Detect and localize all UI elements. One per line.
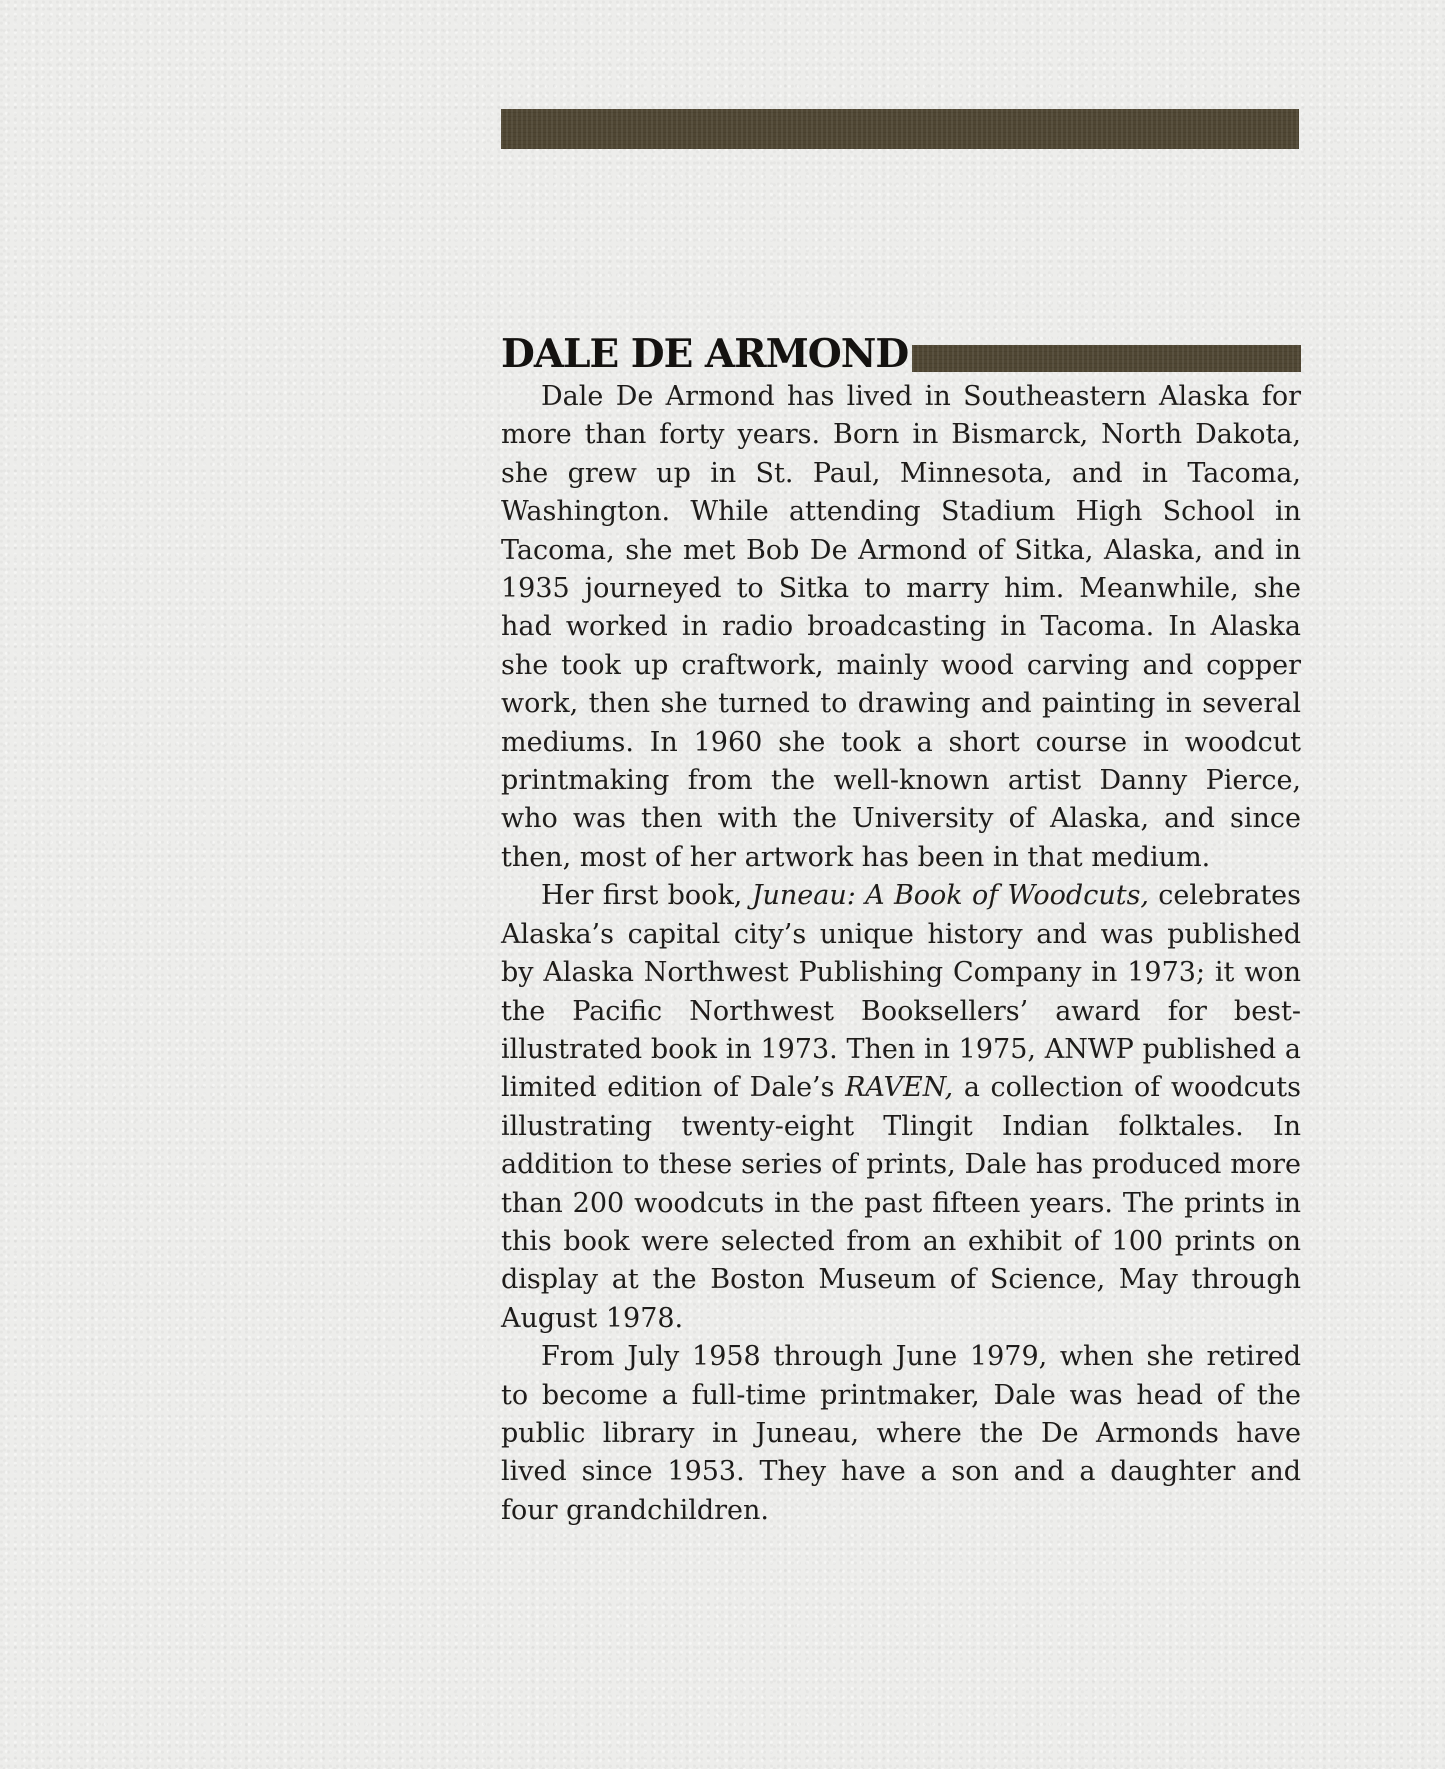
paragraph-books-text-2: celebrates Alaska’s capital city’s unique history and was published by Alaska Northwest Publishing Company in 1973; it won the Pacific Northwest Booksellers’ award for best-illustrated book in 1973. Then in 1975, ANWP published a limited edition of Dale’s [501,880,1301,1104]
biography-body [501,378,1301,1530]
book-title-raven: RAVEN, [845,1072,954,1104]
book-title-juneau: Juneau: A Book of Woodcuts, [751,880,1150,912]
decorative-top-bar [501,109,1299,149]
heading-decorative-bar [912,345,1301,372]
heading-row [501,330,1301,378]
paragraph-books-text-3: a collection of woodcuts illustrating twenty-eight Tlingit Indian folktales. In addition to these series of prints, Dale has produced more than 200 woodcuts in the past fifteen years. The prints in this book were selected from an exhibit of 100 prints on display at the Boston Museum of Science, May through August 1978. [501,1072,1301,1334]
paragraph-early-life: Dale De Armond has lived in Southeastern Alaska for more than forty years. Born in Bismarck, North Dakota, she grew up in St. Paul, Minnesota, and in Tacoma, Washington. While attending Stadium High School in Tacoma, she met Bob De Armond of Sitka, Alaska, and in 1935 journeyed to Sitka to marry him. Meanwhile, she had worked in radio broadcasting in Tacoma. In Alaska she took up craftwork, mainly wood carving and copper work, then she turned to drawing and painting in several mediums. In 1960 she took a short course in woodcut printmaking from the well-known artist Danny Pierce, who was then with the University of Alaska, and since then, most of her artwork has been in that medium. [501,381,1301,873]
paragraph-library-career: From July 1958 through June 1979, when she retired to become a full-time printmaker, Dale was head of the public library in Juneau, where the De Armonds have lived since 1953. They have a son and a daughter and four grandchildren. [501,1341,1301,1526]
biography-section [501,330,1301,1530]
paragraph-books-text-1: Her first book, [541,880,752,912]
paragraph-books [501,877,1301,1338]
author-name-heading: DALE DE ARMOND [501,331,909,377]
